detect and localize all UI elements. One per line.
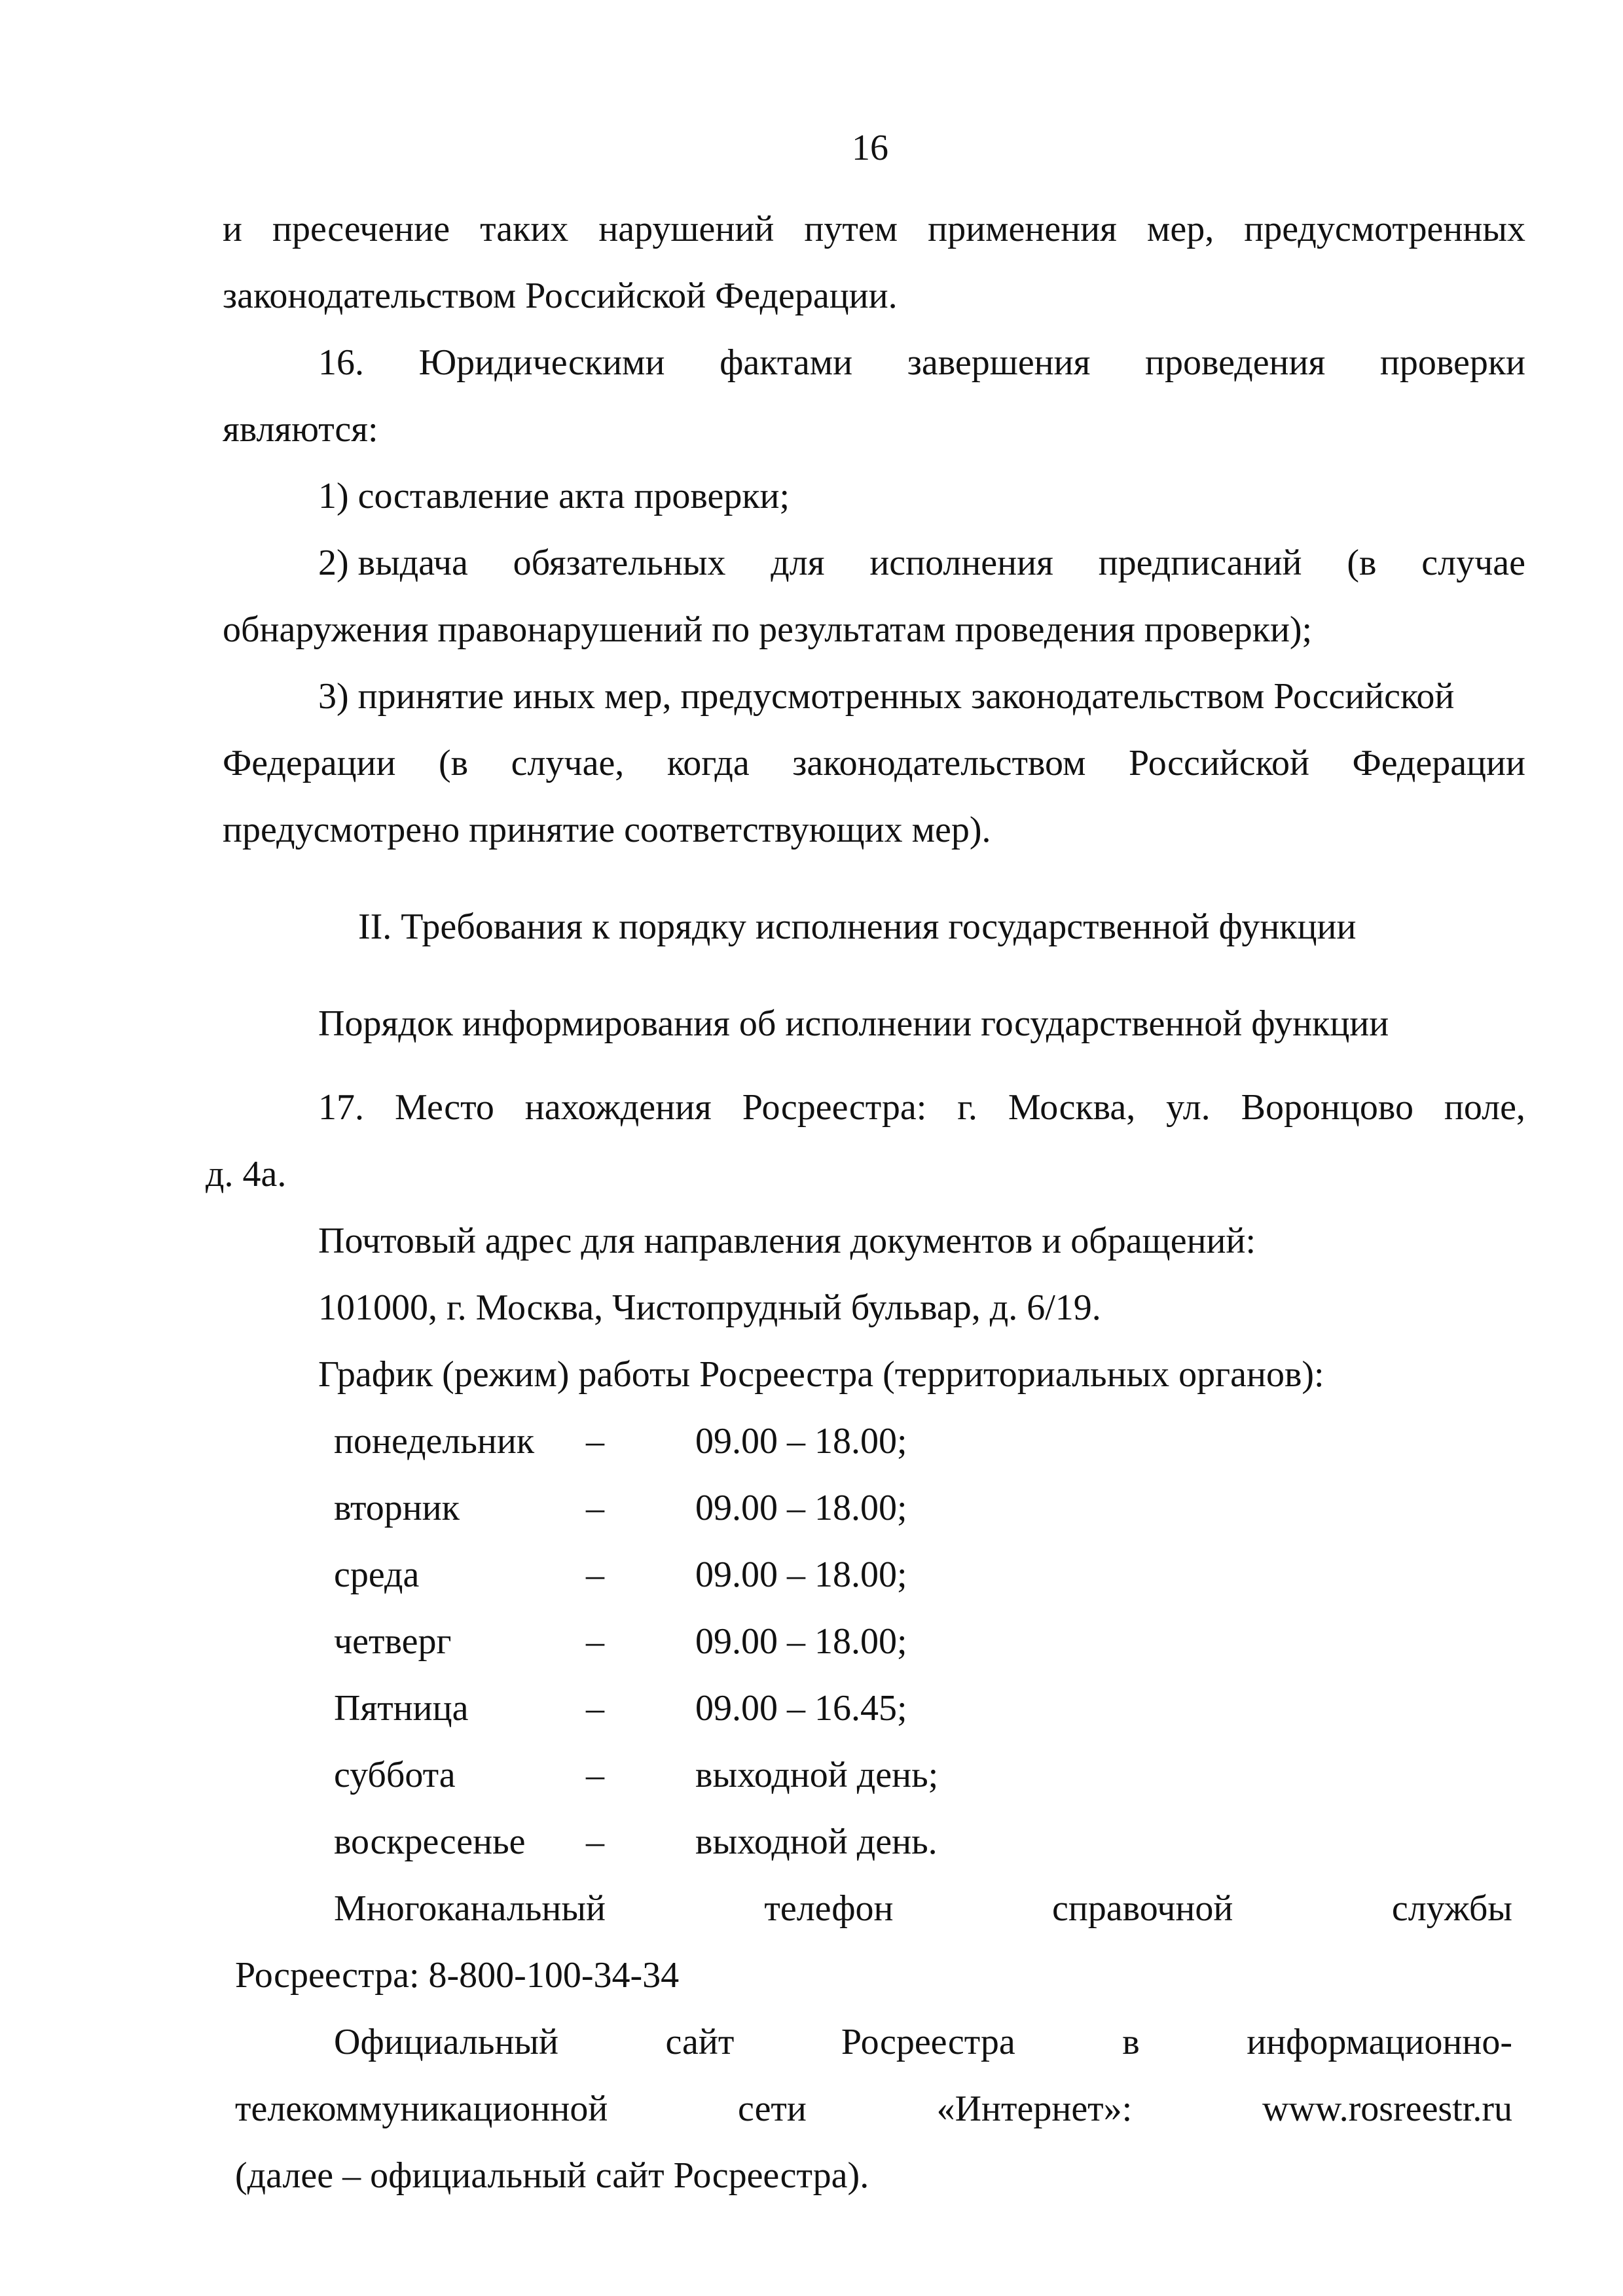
schedule-day: воскресенье (334, 1821, 526, 1862)
word: предписаний (1098, 543, 1302, 583)
word: 17. (318, 1087, 364, 1128)
schedule-day: четверг (334, 1621, 452, 1662)
schedule-dash: – (586, 1421, 604, 1462)
word: сайт (665, 2022, 735, 2062)
schedule-dash: – (586, 1488, 604, 1528)
word: исполнения (869, 543, 1053, 583)
word: фактами (720, 342, 853, 383)
word: Официальный (334, 2022, 559, 2062)
word: и (223, 209, 242, 249)
postal-address: 101000, г. Москва, Чистопрудный бульвар, д. 6/19. (318, 1287, 1101, 1328)
word: Российской (1128, 743, 1309, 783)
schedule-hours: выходной день; (695, 1755, 939, 1795)
word: 2) выдача (318, 543, 468, 583)
word: Росреестра: (742, 1087, 927, 1128)
word: Место (394, 1087, 494, 1128)
schedule-dash: – (586, 1821, 604, 1862)
schedule-title: График (режим) работы Росреестра (территориальных органов): (318, 1354, 1324, 1395)
word: Юридическими (418, 342, 665, 383)
word: сети (738, 2089, 807, 2129)
word: (в (1347, 543, 1377, 583)
section-2-heading: II. Требования к порядку исполнения государственной функции (358, 906, 1357, 947)
word: пресечение (272, 209, 450, 249)
schedule-day: среда (334, 1554, 420, 1595)
word: «Интернет»: (936, 2089, 1133, 2129)
schedule-dash: – (586, 1755, 604, 1795)
website-line-3: (далее – официальный сайт Росреестра). (235, 2155, 869, 2196)
word: проверки (1379, 342, 1525, 383)
word: службы (1391, 1888, 1512, 1929)
item16-subitem-3-line-2 (223, 745, 1525, 781)
word: 16. (318, 342, 364, 383)
schedule-day: вторник (334, 1488, 460, 1528)
word: случае (1421, 543, 1525, 583)
word: проведения (1145, 342, 1326, 383)
word: таких (480, 209, 569, 249)
item16-line-1 (318, 344, 1525, 381)
schedule-day: суббота (334, 1755, 456, 1795)
schedule-dash: – (586, 1554, 604, 1595)
item16-subitem-3-line-3: предусмотрено принятие соответствующих мер). (223, 810, 991, 850)
intro-line-1 (223, 211, 1525, 247)
schedule-day: понедельник (334, 1421, 535, 1462)
website-line-2 (235, 2090, 1512, 2127)
item16-subitem-2-line-2: обнаружения правонарушений по результатам проведения проверки); (223, 609, 1313, 650)
word: мер, (1146, 209, 1214, 249)
word: Росреестра (841, 2022, 1015, 2062)
schedule-dash: – (586, 1688, 604, 1729)
item16-line-2: являются: (223, 409, 378, 450)
website-line-1 (334, 2024, 1512, 2060)
schedule-dash: – (586, 1621, 604, 1662)
word: когда (666, 743, 750, 783)
word: для (771, 543, 825, 583)
word: Федерации (223, 743, 396, 783)
word: нарушений (598, 209, 775, 249)
page-number: 16 (852, 128, 888, 168)
word: справочной (1051, 1888, 1233, 1929)
word: телекоммуникационной (235, 2089, 608, 2129)
intro-line-2: законодательством Российской Федерации. (223, 276, 898, 316)
word: нахождения (524, 1087, 712, 1128)
word: обязательных (513, 543, 726, 583)
item16-subitem-2-line-1 (318, 545, 1525, 581)
word: Многоканальный (334, 1888, 606, 1929)
word: путем (804, 209, 898, 249)
word: Воронцово (1241, 1087, 1413, 1128)
word: (в (439, 743, 469, 783)
word: www.rosreestr.ru (1262, 2089, 1512, 2129)
item17-line-1 (318, 1089, 1525, 1126)
item17-line-2: д. 4а. (206, 1154, 287, 1194)
section-2-subheading: Порядок информирования об исполнении государственной функции (318, 1003, 1389, 1044)
word: предусмотренных (1244, 209, 1525, 249)
word: телефон (764, 1888, 894, 1929)
word: законодательством (792, 743, 1086, 783)
word: Москва, (1008, 1087, 1136, 1128)
item16-subitem-1: 1) составление акта проверки; (318, 476, 790, 516)
phone-line-1 (334, 1890, 1512, 1927)
schedule-day: Пятница (334, 1688, 469, 1729)
word: г. (957, 1087, 977, 1128)
schedule-hours: 09.00 – 18.00; (695, 1421, 907, 1462)
schedule-hours: 09.00 – 18.00; (695, 1621, 907, 1662)
item16-subitem-3-line-1: 3) принятие иных мер, предусмотренных законодательством Российской (318, 676, 1455, 717)
schedule-hours: выходной день. (695, 1821, 938, 1862)
word: случае, (511, 743, 625, 783)
schedule-hours: 09.00 – 16.45; (695, 1688, 907, 1729)
phone-line-2: Росреестра: 8-800-100-34-34 (235, 1955, 680, 1996)
postal-address-label: Почтовый адрес для направления документов и обращений: (318, 1221, 1256, 1261)
word: ул. (1166, 1087, 1211, 1128)
word: поле, (1444, 1087, 1525, 1128)
word: информационно- (1247, 2022, 1512, 2062)
word: в (1122, 2022, 1140, 2062)
word: применения (928, 209, 1117, 249)
schedule-hours: 09.00 – 18.00; (695, 1488, 907, 1528)
schedule-hours: 09.00 – 18.00; (695, 1554, 907, 1595)
word: Федерации (1352, 743, 1525, 783)
word: завершения (907, 342, 1091, 383)
